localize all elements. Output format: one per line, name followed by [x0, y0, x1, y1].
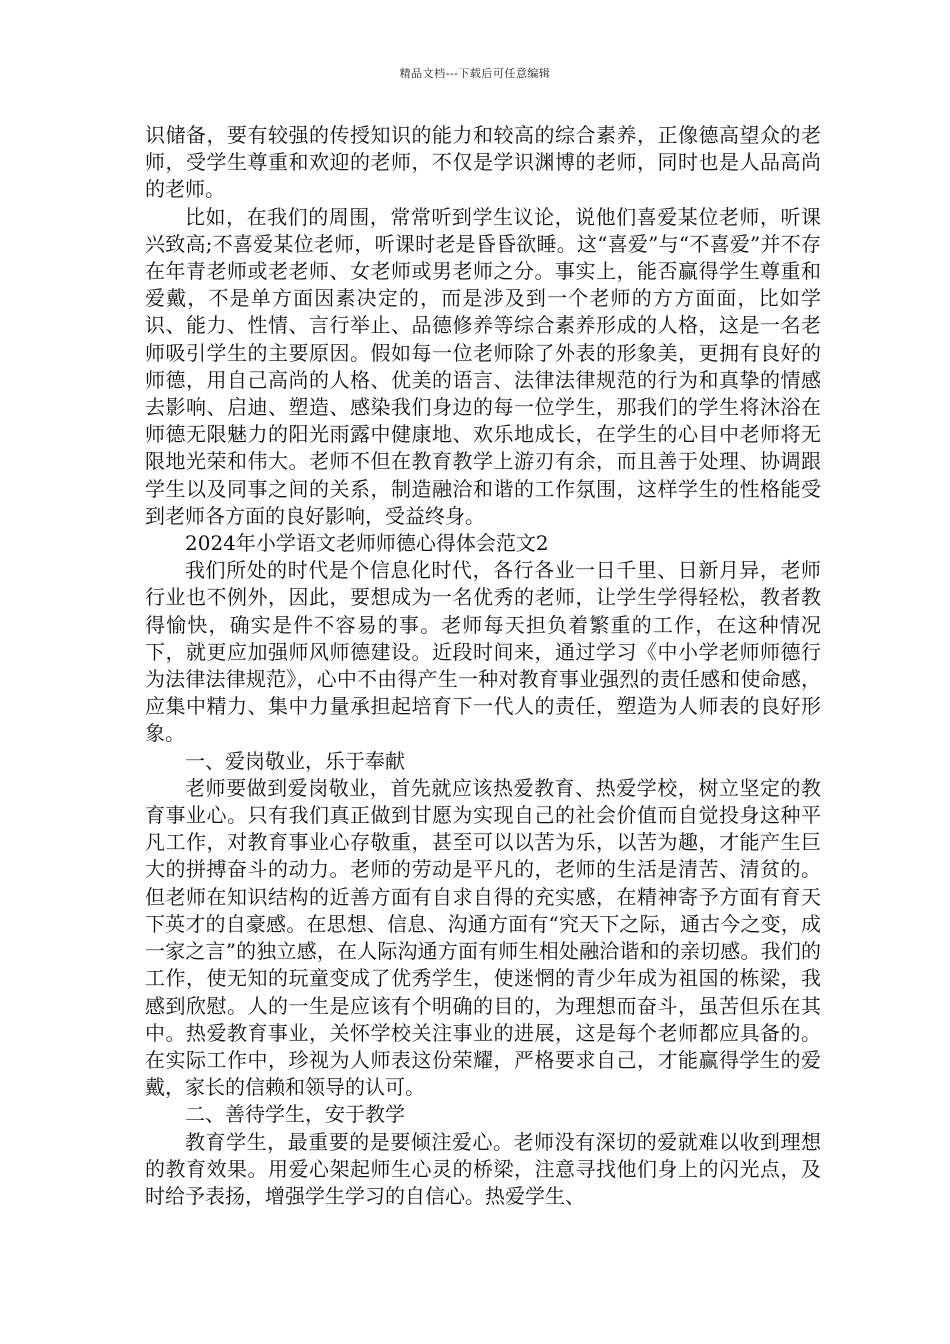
subheading-2: 二、善待学生，安于教学 [185, 1102, 405, 1127]
section-title-2: 2024年小学语文老师师德心得体会范文2 [185, 531, 549, 556]
paragraph-5: 教育学生，最重要的是要倾注爱心。老师没有深切的爱就难以收到理想的教育效果。用爱心架起师生心灵的桥梁，注意寻找他们身上的闪光点，及时给予表扬，增强学生学习的自信心。热爱学生、 [145, 1129, 821, 1208]
paragraph-2: 比如，在我们的周围，常常听到学生议论，说他们喜爱某位老师，听课兴致高;不喜爱某位老师，听课时老是昏昏欲睡。这“喜爱”与“不喜爱”并不存在年青老师或老老师、女老师或男老师之分。事实上，能否赢得学生尊重和爱戴，不是单方面因素决定的，而是涉及到一个老师的方方面面，比如学识、能力、性情、言行举止、品德修养等综合素养形成的人格，这是一名老师吸引学生的主要原因。假如每一位老师除了外表的形象美，更拥有良好的师德，用自己高尚的人格、优美的语言、法律法律规范的行为和真挚的情感去影响、启迪、塑造、感染我们身边的每一位学生，那我们的学生将沐浴在师德无限魅力的阳光雨露中健康地、欢乐地成长，在学生的心目中老师将无限地光荣和伟大。老师不但在教育教学上游刃有余，而且善于处理、协调跟学生以及同事之间的关系，制造融洽和谐的工作氛围，这样学生的性格能受到老师各方面的良好影响，受益终身。 [145, 204, 821, 528]
document-body [145, 122, 821, 1210]
paragraph-4: 老师要做到爱岗敬业，首先就应该热爱教育、热爱学校，树立坚定的教育事业心。只有我们真正做到甘愿为实现自己的社会价值而自觉投身这种平凡工作，对教育事业心存敬重，甚至可以以苦为乐，以苦为趣，才能产生巨大的拼搏奋斗的动力。老师的劳动是平凡的，老师的生活是清苦、清贫的。但老师在知识结构的近善方面有自求自得的充实感，在精神寄予方面有育天下英才的自豪感。在思想、信息、沟通方面有“究天下之际，通古今之变，成一家之言”的独立感，在人际沟通方面有师生相处融洽谐和的亲切感。我们的工作，使无知的玩童变成了优秀学生，使迷惘的青少年成为祖国的栋梁，我感到欣慰。人的一生是应该有个明确的目的，为理想而奋斗，虽苦但乐在其中。热爱教育事业，关怀学校关注事业的进展，这是每个老师都应具备的。在实际工作中，珍视为人师表这份荣耀，严格要求自己，才能赢得学生的爱戴，家长的信赖和领导的认可。 [145, 775, 821, 1100]
subheading-1: 一、爱岗敬业，乐于奉献 [185, 748, 405, 773]
page-header: 精品文档---下载后可任意编辑 [399, 67, 551, 80]
paragraph-1: 识储备，要有较强的传授知识的能力和较高的综合素养，正像德高望众的老师，受学生尊重和欢迎的老师，不仅是学识渊博的老师，同时也是人品高尚的老师。 [145, 123, 821, 202]
paragraph-3: 我们所处的时代是个信息化时代，各行各业一日千里、日新月异，老师行业也不例外，因此，要想成为一名优秀的老师，让学生学得轻松，教者教得愉快，确实是件不容易的事。老师每天担负着繁重的工作，在这种情况下，就更应加强师风师德建设。近段时间来，通过学习《中小学老师师德行为法律法律规范》，心中不由得产生一种对教育事业强烈的责任感和使命感，应集中精力、集中力量承担起培育下一代人的责任，塑造为人师表的良好形象。 [145, 558, 821, 746]
